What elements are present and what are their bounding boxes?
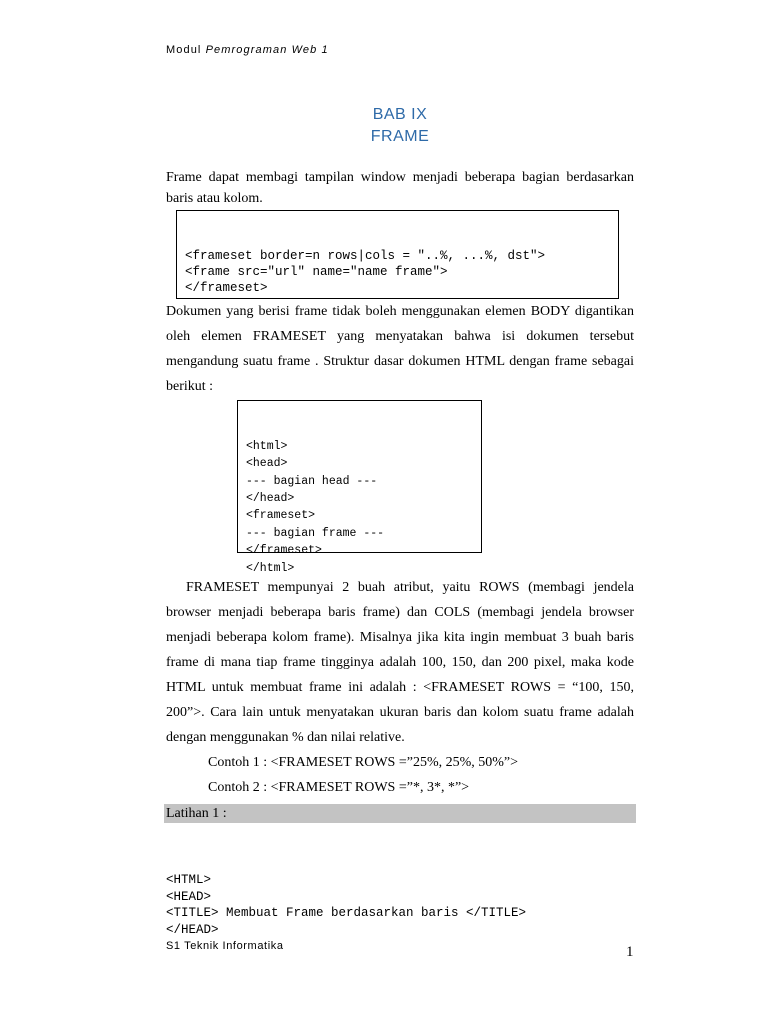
code-line: </frameset> xyxy=(185,281,268,295)
code-line: --- bagian head --- xyxy=(246,474,378,488)
header-prefix: Modul xyxy=(166,44,206,56)
example-1: Contoh 1 : <FRAMESET ROWS =”25%, 25%, 50%”> xyxy=(208,755,519,770)
code-line: </frameset> xyxy=(246,544,322,558)
footer-label: S1 Teknik Informatika xyxy=(166,940,284,952)
code-line: --- bagian frame --- xyxy=(246,526,385,540)
code-line: <frame src="url" name="name frame"> xyxy=(185,265,448,279)
code-line: <HTML> xyxy=(166,873,212,887)
code-line: </HEAD> xyxy=(166,922,219,937)
chapter-title: FRAME xyxy=(370,128,430,145)
chapter-number: BAB IX xyxy=(372,106,428,123)
code-line: <html> xyxy=(246,439,288,453)
code-line: </html> xyxy=(246,561,295,575)
code-line: <frameset> xyxy=(246,509,316,523)
running-header xyxy=(166,44,329,56)
exercise-heading: Latihan 1 : xyxy=(164,804,636,823)
exercise-code xyxy=(166,839,526,955)
html-structure-code-box xyxy=(237,400,482,575)
intro-paragraph: Frame dapat membagi tampilan window menjadi beberapa bagian berdasarkan baris atau kolom. xyxy=(166,170,634,206)
attributes-paragraph: FRAMESET mempunyai 2 buah atribut, yaitu ROWS (membagi jendela browser menjadi beberapa baris frame) dan COLS (membagi jendela browser menjadi beberapa kolom frame). Misalnya jika kita ingin membuat 3 buah baris frame di mana tiap frame tingginya adalah 100, 150, dan 200 pixel, maka kode HTML untuk membuat frame ini adalah : <FRAMESET ROWS = “100, 150, 200”>. Cara lain untuk menyatakan ukuran baris dan kolom suatu frame adalah dengan menggunakan % dan nilai relative. xyxy=(166,580,634,745)
header-title: Pemrograman Web 1 xyxy=(205,44,329,56)
structure-paragraph: Dokumen yang berisi frame tidak boleh menggunakan elemen BODY digantikan oleh elemen FRAMESET yang menyatakan bahwa isi dokumen tersebut mengandung suatu frame . Struktur dasar dokumen HTML dengan frame sebagai berikut : xyxy=(166,304,634,394)
example-2: Contoh 2 : <FRAMESET ROWS =”*, 3*, *”> xyxy=(208,780,470,795)
page-number: 1 xyxy=(626,944,634,960)
code-line: <head> xyxy=(246,457,288,471)
code-line: <HEAD> xyxy=(166,889,212,904)
code-line: </head> xyxy=(246,492,295,506)
code-line: <TITLE> Membuat Frame berdasarkan baris </TITLE> xyxy=(166,906,527,920)
frameset-syntax-code-box xyxy=(176,210,619,299)
code-line: <frameset border=n rows|cols = "..%, ...%, dst"> xyxy=(185,249,546,263)
